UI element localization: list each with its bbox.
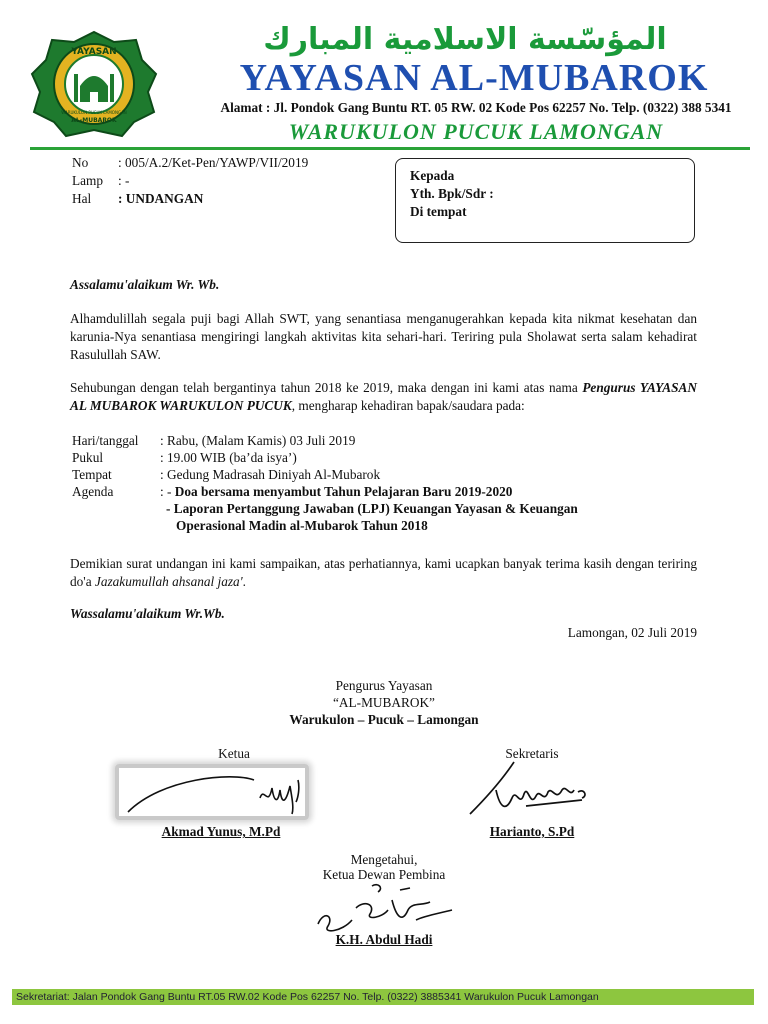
header-address: Alamat : Jl. Pondok Gang Buntu RT. 05 RW. 02 Kode Pos 62257 No. Telp. (0322) 388 5341: [220, 100, 732, 115]
time-label: Pukul: [72, 450, 104, 465]
ketua-name: Akmad Yunus, M.Pd: [161, 824, 281, 839]
pembina-role: Ketua Dewan Pembina: [322, 867, 446, 882]
hal-label: Hal: [72, 191, 92, 206]
no-value: : 005/A.2/Ket-Pen/YAWP/VII/2019: [118, 155, 309, 170]
sekretaris-role: Sekretaris: [505, 746, 559, 761]
letter-meta: [72, 154, 308, 208]
closing-text-c: .: [242, 574, 246, 589]
agenda-item-2: Laporan Pertanggung Jawaban (LPJ) Keuangan Yayasan & Keuangan: [173, 501, 578, 516]
closing-text-a: Demikian surat undangan ini kami sampaikan, atas perhatiannya, kami ucapkan banyak terima kasih dengan teriring do'a: [70, 556, 697, 589]
place-date: Lamongan, 02 Juli 2019: [567, 625, 697, 640]
recipient-line2: Yth. Bpk/Sdr :: [410, 186, 494, 201]
org-name: YAYASAN AL-MUBAROK: [239, 57, 709, 99]
recipient-line1: Kepada: [410, 168, 455, 183]
invitation-org: Pengurus YAYASAN AL MUBAROK WARUKULON PUCUK: [70, 380, 697, 413]
place-value: : Gedung Madrasah Diniyah Al-Mubarok: [160, 467, 381, 482]
logo-text-bottom: AL-MUBAROK: [71, 117, 117, 124]
footer-bar: Sekretariat: Jalan Pondok Gang Buntu RT.05 RW.02 Kode Pos 62257 No. Telp. (0322) 3885341 Warukulon Pucuk Lamongan: [12, 989, 754, 1005]
recipient-line3: Di tempat: [410, 204, 467, 219]
day-label: Hari/tanggal: [72, 433, 139, 448]
org-signature-heading: [234, 677, 534, 728]
agenda-item-1: Doa bersama menyambut Tahun Pelajaran Baru 2019-2020: [174, 484, 513, 499]
day-value: : Rabu, (Malam Kamis) 03 Juli 2019: [160, 433, 356, 448]
time-value: : 19.00 WIB (ba’da isya’): [160, 450, 297, 465]
lamp-value: : -: [118, 173, 130, 188]
agenda-label: Agenda: [72, 484, 114, 499]
header-location: WARUKULON PUCUK LAMONGAN: [288, 119, 664, 144]
recipient-box: [395, 158, 695, 243]
yayasan-logo: [30, 30, 158, 138]
greeting: Assalamu'alaikum Wr. Wb.: [70, 277, 220, 292]
logo-text-top: YAYASAN: [71, 47, 117, 57]
sekretaris-signature: [466, 758, 596, 825]
hal-value: : UNDANGAN: [118, 191, 204, 206]
agenda-item-2b: Operasional Madin al-Mubarok Tahun 2018: [176, 518, 428, 533]
pembina-name: K.H. Abdul Hadi: [335, 932, 433, 947]
salam: Wassalamu'alaikum Wr.Wb.: [70, 606, 225, 621]
no-label: No: [72, 155, 89, 170]
ketua-signature: [122, 768, 308, 823]
paragraph-closing: [70, 555, 697, 591]
org-line2: “AL-MUBAROK”: [333, 695, 435, 710]
org-line3: Warukulon – Pucuk – Lamongan: [289, 712, 479, 727]
invitation-text-a: Sehubungan dengan telah bergantinya tahun 2018 ke 2019, maka dengan ini kami atas nama: [70, 380, 583, 395]
mengetahui: Mengetahui,: [350, 852, 418, 867]
invitation-text-c: , mengharap kehadiran bapak/saudara pada:: [291, 398, 525, 413]
org-line1: Pengurus Yayasan: [335, 678, 433, 693]
agenda-prefix: : -: [160, 484, 175, 499]
arabic-title: المؤسّسة الاسلامية المبارك: [263, 22, 667, 57]
closing-doa: Jazakumullah ahsanal jaza': [94, 574, 243, 589]
paragraph-invitation: [70, 379, 697, 415]
logo-text-ring: WARUKULON PUCUK LAMONGAN: [61, 110, 127, 115]
sekretaris-name: Harianto, S.Pd: [489, 824, 575, 839]
ketua-role: Ketua: [218, 746, 250, 761]
event-details: [72, 432, 578, 534]
paragraph-opening: Alhamdulillah segala puji bagi Allah SWT, yang senantiasa menganugerahkan kepada kita nikmat kesehatan dan karunia-Nya senantiasa mengiringi langkah aktivitas kita sehari-hari. Teriring pula Sholawat serta salam kehadirat Rasulullah SAW.: [70, 311, 697, 362]
agenda-item-2-prefix: -: [166, 501, 174, 516]
lamp-label: Lamp: [72, 173, 104, 188]
header-divider: [30, 147, 750, 150]
place-label: Tempat: [72, 467, 112, 482]
